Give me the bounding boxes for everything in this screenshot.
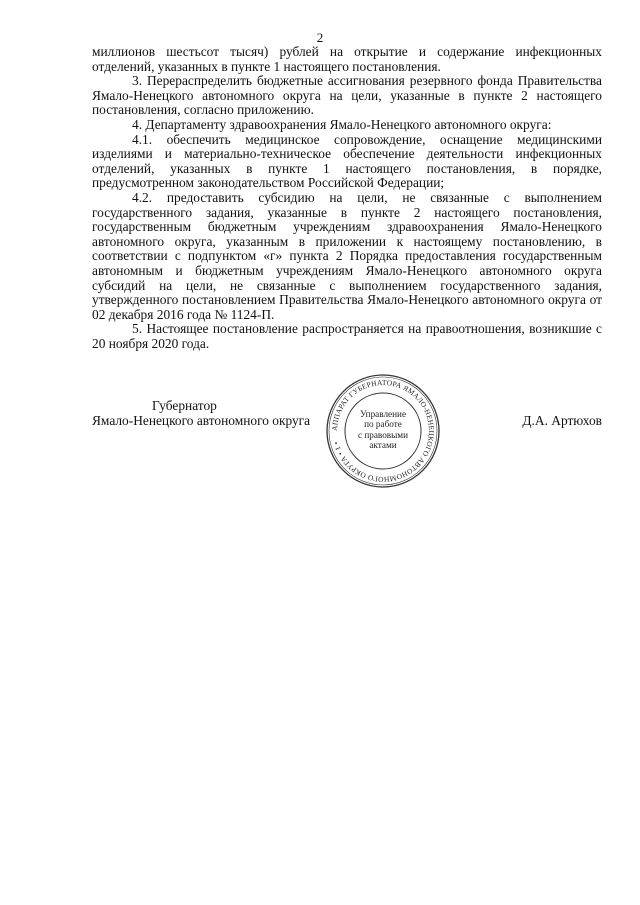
paragraph-item-4: 4. Департаменту здравоохранения Ямало-Ненецкого автономного округа: bbox=[132, 116, 552, 132]
seal-center-text bbox=[343, 409, 423, 451]
paragraph-item-4-1: 4.1. обеспечить медицинское сопровождение, оснащение медицинскими изделиями и материально-техническое обеспечение деятельности инфекционных отделений, указанных в пункте 1 настоящего постановления, в порядке, предусмотренном законодательством Российской Федерации; bbox=[92, 131, 602, 191]
seal-center-line: актами bbox=[369, 440, 397, 451]
paragraph-item-3: 3. Перераспределить бюджетные ассигнования резервного фонда Правительства Ямало-Ненецкого автономного округа на цели, указанные в пункте 2 настоящего постановления, согласно приложению. bbox=[92, 73, 602, 118]
page-number: 2 bbox=[316, 30, 324, 45]
seal-center-line: по работе bbox=[364, 419, 402, 430]
seal-center-line: Управление bbox=[359, 409, 407, 419]
signatory-region: Ямало-Ненецкого автономного округа bbox=[92, 413, 311, 428]
document-body bbox=[92, 45, 602, 351]
signatory-title bbox=[92, 398, 342, 428]
paragraph-item-5: 5. Настоящее постановление распространяется на правоотношения, возникшие с 20 ноября 2020 года. bbox=[92, 321, 602, 351]
seal-center-line: с правовыми bbox=[357, 429, 409, 440]
paragraph-continuation: миллионов шестьсот тысяч) рублей на открытие и содержание инфекционных отделений, указанных в пункте 1 настоящего постановления. bbox=[92, 44, 602, 74]
signatory-position: Губернатор bbox=[152, 398, 217, 413]
paragraph-item-4-2: 4.2. предоставить субсидию на цели, не связанные с выполнением государственного задания, указанные в пункте 2 настоящего постановления, государственным бюджетным учреждениям здравоохранения Ямало-Ненецкого автономного округа, указанным в приложении к настоящему постановлению, в соответствии с подпунктом «г» пункта 2 Порядка предоставления государственным автономным и бюджетным учреждениям Ямало-Ненецкого автономного округа субсидий на цели, не связанные с выполнением государственного задания, утвержденного постановлением Правительства Ямало-Ненецкого автономного округа от 02 декабря 2016 года № 1124-П. bbox=[92, 189, 602, 322]
signatory-name: Д.А. Артюхов bbox=[522, 413, 602, 428]
seal-ring-text: АППАРАТ ГУБЕРНАТОРА ЯМАЛО-НЕНЕЦКОГО АВТОНОМНОГО ОКРУГА • 1 • bbox=[329, 377, 437, 485]
